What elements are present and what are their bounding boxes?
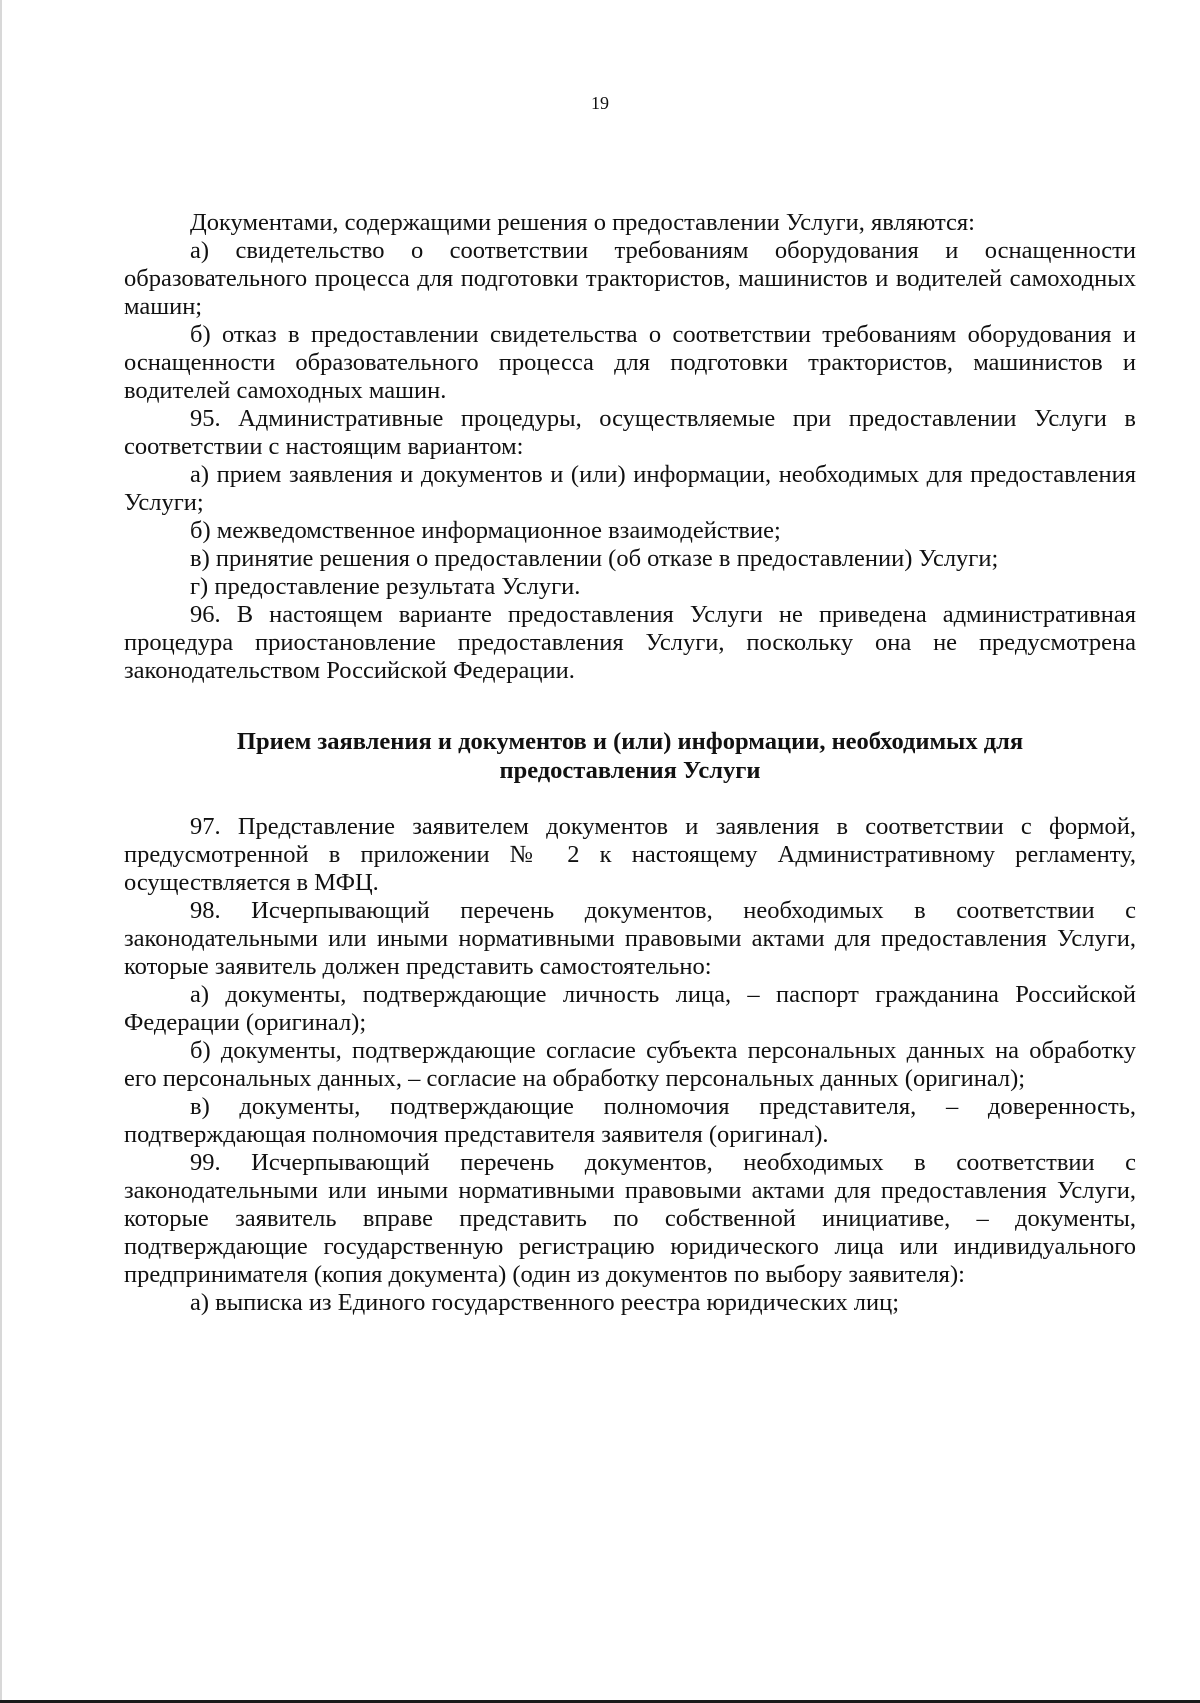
paragraph-item-a-certificate: а) свидетельство о соответствии требованиям оборудования и оснащенности образовательного процесса для подготовки трактористов, машинистов и водителей самоходных машин;	[124, 237, 1136, 320]
spacer	[124, 785, 1136, 813]
paragraph-95: 95. Административные процедуры, осуществляемые при предоставлении Услуги в соответствии с настоящим вариантом:	[124, 405, 1136, 460]
spacer	[124, 685, 1136, 727]
paragraph-97: 97. Представление заявителем документов и заявления в соответствии с формой, предусмотренной в приложении № 2 к настоящему Административному регламенту, осуществляется в МФЦ.	[124, 813, 1136, 896]
section-heading: Прием заявления и документов и (или) информации, необходимых для предоставления Услуги	[236, 728, 1024, 784]
paragraph-99-item-a: а) выписка из Единого государственного реестра юридических лиц;	[190, 1289, 900, 1316]
page-number: 19	[591, 93, 609, 113]
document-body	[124, 209, 1136, 1317]
paragraph-98: 98. Исчерпывающий перечень документов, необходимых в соответствии с законодательными или иными нормативными правовыми актами для предоставления Услуги, которые заявитель должен представить самостоятельно:	[124, 897, 1136, 980]
paragraph-95-item-v: в) принятие решения о предоставлении (об отказе в предоставлении) Услуги;	[190, 545, 999, 572]
paragraph-96: 96. В настоящем варианте предоставления Услуги не приведена административная процедура приостановление предоставления Услуги, поскольку она не предусмотрена законодательством Российской Федерации.	[124, 601, 1136, 684]
paragraph-99: 99. Исчерпывающий перечень документов, необходимых в соответствии с законодательными или иными нормативными правовыми актами для предоставления Услуги, которые заявитель вправе представить по собственной инициативе, – документы, подтверждающие государственную регистрацию юридического лица или индивидуального предпринимателя (копия документа) (один из документов по выбору заявителя):	[124, 1149, 1136, 1288]
paragraph-documents-intro: Документами, содержащими решения о предоставлении Услуги, являются:	[190, 209, 975, 236]
paragraph-98-item-a: а) документы, подтверждающие личность лица, – паспорт гражданина Российской Федерации (оригинал);	[124, 981, 1136, 1036]
paragraph-item-b-refusal: б) отказ в предоставлении свидетельства о соответствии требованиям оборудования и оснащенности образовательного процесса для подготовки трактористов, машинистов и водителей самоходных машин.	[124, 321, 1136, 404]
paragraph-95-item-g: г) предоставление результата Услуги.	[190, 573, 581, 600]
paragraph-98-item-v: в) документы, подтверждающие полномочия представителя, – доверенность, подтверждающая полномочия представителя заявителя (оригинал).	[124, 1093, 1136, 1148]
scan-edge-left	[0, 0, 2, 1703]
paragraph-98-item-b: б) документы, подтверждающие согласие субъекта персональных данных на обработку его персональных данных, – согласие на обработку персональных данных (оригинал);	[124, 1037, 1136, 1092]
paragraph-95-item-a: а) прием заявления и документов и (или) информации, необходимых для предоставления Услуги;	[124, 461, 1136, 516]
paragraph-95-item-b: б) межведомственное информационное взаимодействие;	[190, 517, 781, 544]
